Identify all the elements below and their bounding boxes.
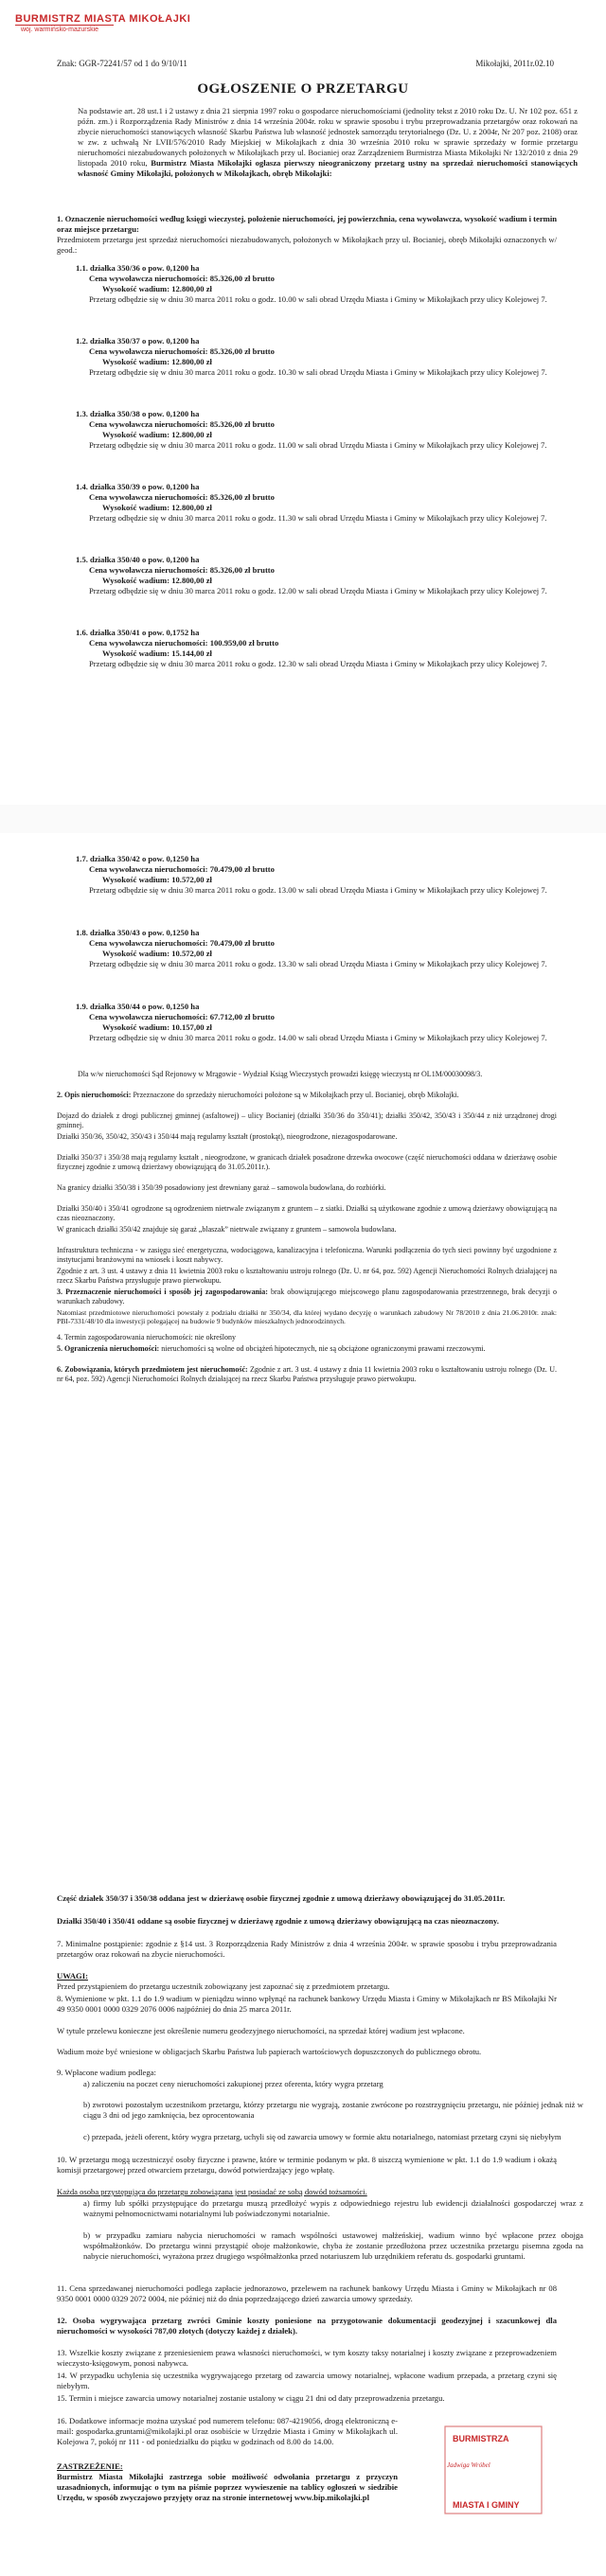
lease-note-1: Część działek 350/37 i 350/38 oddana jest w dzierżawę osobie fizycznej zgodnie z umową dzierżawy obowiązującej do 31.05.2011r.	[57, 1893, 506, 1903]
reservation: ZASTRZEŻENIE: Burmistrz Miasta Mikołajki zastrzega sobie możliwość odwołania przetargu z przyczyn uzasadnionych, informując o tym na piśmie poprzez wywieszenie na tablicy ogłoszeń w siedzibie Urzędu, w sposób zwyczajowo przyjęty oraz na stronie internetowej www.bip.mikolajki.pl	[57, 2461, 398, 2502]
lot-1-4: 1.4. działka 350/39 o pow. 0,1200 ha Cena wywoławcza nieruchomości: 85.326,00 zł brutto Wysokość wadium: 12.800,00 zł Przetarg odbędzie się w dniu 30 marca 2011 roku o godz. 11.30 w sali obrad Urzędu Miasta i Gminy w Mikołajkach przy ulicy Kolejowej 7.	[76, 482, 547, 523]
document-title: OGŁOSZENIE O PRZETARGU	[197, 81, 409, 97]
lot-1-2: 1.2. działka 350/37 o pow. 0,1200 ha Cena wywoławcza nieruchomości: 85.326,00 zł brutto Wysokość wadium: 12.800,00 zł Przetarg odbędzie się w dniu 30 marca 2011 roku o godz. 10.30 w sali obrad Urzędu Miasta i Gminy w Mikołajkach przy ulicy Kolejowej 7.	[76, 336, 547, 377]
section-15: 15. Termin i miejsce zawarcia umowy notarialnej zostanie ustalony w ciągu 21 dni od daty przeprowadzenia przetargu.	[57, 2393, 445, 2403]
section-2-blaszak: W granicach działki 350/42 znajduje się garaż „blaszak” nietrwale związany z gruntem – samowola budowlana.	[57, 1225, 397, 1234]
section-12: 12. Osoba wygrywająca przetarg zwróci Gminie koszty poniesione na przygotowanie dokumentacji geodezyjnej i szacunkowej dla nieruchomości w wysokości 787,00 złotych (dotyczy każdej z działek).	[57, 2316, 557, 2336]
lease-note-2: Działki 350/40 i 350/41 oddane są osobie fizycznej w dzierżawę zgodnie z umową dzierżawy obowiązującą na czas nieoznaczony.	[57, 1916, 499, 1926]
letterhead-subtitle: woj. warmińsko-mazurskie	[21, 27, 99, 33]
section-2-shape: Działki 350/36, 350/42, 350/43 i 350/44 mają regularny kształt (prostokąt), nieogrodzone, niezagospodarowane.	[57, 1132, 398, 1141]
section-10-b: b) w przypadku zamiaru nabycia nieruchomości w ramach wspólności ustawowej małżeńskiej, wadium winno być wpłacone przez obojga współmałżonków. Do przetargu winni przystąpić oboje małżonkowie, chyba że zostanie przedłożona przez uczestnika przetargu pisemna zgoda na nabycie nieruchomości, wyrażona przez drugiego współmałżonka przed notariuszem lub urzędnikiem referatu ds. gospodarki gruntami.	[83, 2230, 583, 2261]
section-1-heading: 1. Oznaczenie nieruchomości według księgi wieczystej, położenie nieruchomości, jej powierzchnia, cena wywoławcza, wysokość wadium i termin oraz miejsce przetargu:	[57, 214, 557, 234]
section-2-lease: Działki 350/37 i 350/38 mają regularny kształt , nieogrodzone, w granicach działek posadzone drzewka owocowe (część nieruchomości oddana w dzierżawę osobie fizycznej zgodnie z umową dzierżawy obowiązującą do 31.05.2011r.).	[57, 1153, 557, 1171]
section-10-id: Każda osoba przystępująca do przetargu zobowiązana jest posiadać ze sobą dowód tożsamości.	[57, 2187, 367, 2196]
stamp-title: BURMISTRZA	[453, 2434, 509, 2443]
section-3-decision: Natomiast przedmiotowe nieruchomości powstały z podziału działki nr 350/34, dla której wydano decyzję o warunkach zabudowy Nr 78/2010 z dnia 21.06.2010r. znak: PBI-7331/48/10 dla inwestycji polegającej na budowie 9 budynków mieszkalnych jednorodzinnych.	[57, 1308, 557, 1325]
section-8-securities: Wadium może być wniesione w obligacjach Skarbu Państwa lub papierach wartościowych dopuszczonych do publicznego obrotu.	[57, 2047, 482, 2056]
section-14: 14. W przypadku uchylenia się uczestnika wygrywającego przetarg od zawarcia umowy notarialnej, wpłacone wadium przepada, a przetarg czyni się niebyłym.	[57, 2371, 557, 2390]
lot-1-1: 1.1. działka 350/36 o pow. 0,1200 ha Cena wywoławcza nieruchomości: 85.326,00 zł brutto Wysokość wadium: 12.800,00 zł Przetarg odbędzie się w dniu 30 marca 2011 roku o godz. 10.00 w sali obrad Urzędu Miasta i Gminy w Mikołajkach przy ulicy Kolejowej 7.	[76, 263, 547, 304]
section-8: 8. Wymienione w pkt. 1.1 do 1.9 wadium w pieniądzu winno wpłynąć na rachunek bankowy Urzędu Miasta i Gminy w Mikołajkach nr BS Mikołajki Nr 49 9350 0001 0000 0329 2076 0006 najpóźniej do dnia 25 marca 2011r.	[57, 1994, 557, 2014]
lot-1-3: 1.3. działka 350/38 o pow. 0,1200 ha Cena wywoławcza nieruchomości: 85.326,00 zł brutto Wysokość wadium: 12.800,00 zł Przetarg odbędzie się w dniu 30 marca 2011 roku o godz. 11.00 w sali obrad Urzędu Miasta i Gminy w Mikołajkach przy ulicy Kolejowej 7.	[76, 409, 547, 450]
stamp-signature: Jadwiga Wróbel	[447, 2461, 490, 2469]
section-7: 7. Minimalne postąpienie: zgodnie z §14 ust. 3 Rozporządzenia Rady Ministrów z dnia 4 września 2004r. w sprawie sposobu i trybu przeprowadzania przetargów oraz rokowań na zbycie nieruchomości.	[57, 1939, 557, 1959]
page-1	[0, 0, 606, 805]
lot-1-6: 1.6. działka 350/41 o pow. 0,1752 ha Cena wywoławcza nieruchomości: 100.959,00 zł brutto Wysokość wadium: 15.144,00 zł Przetarg odbędzie się w dniu 30 marca 2011 roku o godz. 12.30 w sali obrad Urzędu Miasta i Gminy w Mikołajkach przy ulicy Kolejowej 7.	[76, 628, 547, 668]
section-2-garage: Na granicy działki 350/38 i 350/39 posadowiony jest drewniany garaż – samowola budowlana, do rozbiórki.	[57, 1183, 386, 1192]
section-1-text: Przedmiotem przetargu jest sprzedaż nieruchomości niezabudowanych, położonych w Mikołajkach przy ul. Bocianiej, obręb Mikołajki oznaczonych w/ geod.:	[57, 235, 557, 255]
lot-1-5: 1.5. działka 350/40 o pow. 0,1200 ha Cena wywoławcza nieruchomości: 85.326,00 zł brutto Wysokość wadium: 12.800,00 zł Przetarg odbędzie się w dniu 30 marca 2011 roku o godz. 12.00 w sali obrad Urzędu Miasta i Gminy w Mikołajkach przy ulicy Kolejowej 7.	[76, 555, 547, 595]
section-11: 11. Cena sprzedawanej nieruchomości podlega zapłacie jednorazowo, przelewem na rachunek bankowy Urzędu Miasta i Gminy w Mikołajkach nr 08 9350 0001 0000 0329 2072 0004, nie później niż do dnia poprzedzającego dzień zawarcia umowy sprzedaży.	[57, 2283, 557, 2303]
section-9-a: a) zaliczeniu na poczet ceny nieruchomości zakupionej przez oferenta, który wygra przetarg	[83, 2079, 383, 2088]
section-3: 3. Przeznaczenie nieruchomości i sposób jej zagospodarowania: brak obowiązującego miejscowego planu zagospodarowania przestrzennego, brak decyzji o warunkach zabudowy.	[57, 1288, 558, 1306]
letterhead-title: BURMISTRZ MIASTA MIKOŁAJKI	[15, 13, 191, 25]
reference-number: Znak: GGR-72241/57 od 1 do 9/10/11	[57, 59, 187, 68]
section-2: 2. Opis nieruchomości: Przeznaczone do sprzedaży nieruchomości położone są w Mikołajkach przy ul. Bocianiej, obręb Mikołajki.	[57, 1091, 459, 1099]
section-9-c: c) przepada, jeżeli oferent, który wygra przetarg, uchyli się od zawarcia umowy w formie aktu notarialnego, natomiast przetarg czyni się niebyłym	[83, 2132, 561, 2141]
section-2-pre-emption: Zgodnie z art. 3 ust. 4 ustawy z dnia 11 kwietnia 2003 roku o kształtowaniu ustroju rolnego (Dz. U. nr 64, poz. 592) Agencji Nieruchomości Rolnych działającej na rzecz Skarbu Państwa przysługuje prawo pierwokupu.	[57, 1267, 557, 1285]
section-13: 13. Wszelkie koszty związane z przeniesieniem prawa własności nieruchomości, w tym koszty taksy notarialnej i koszty związane z przeprowadzeniem wieczysto-księgowym, ponosi nabywca.	[57, 2348, 557, 2368]
remarks: UWAGI: Przed przystąpieniem do przetargu uczestnik zobowiązany jest zapoznać się z przedmiotem przetargu.	[57, 1971, 390, 1991]
section-4: 4. Termin zagospodarowania nieruchomości: nie określony	[57, 1333, 237, 1341]
section-5: 5. Ograniczenia nieruchomości: nieruchomości są wolne od obciążeń hipotecznych, nie są obciążone ograniczonymi prawami rzeczowymi.	[57, 1344, 486, 1353]
letterhead-rule	[15, 25, 114, 26]
lot-1-9: 1.9. działka 350/44 o pow. 0,1250 ha Cena wywoławcza nieruchomości: 67.712,00 zł brutto Wysokość wadium: 10.157,00 zł Przetarg odbędzie się w dniu 30 marca 2011 roku o godz. 14.00 w sali obrad Urzędu Miasta i Gminy w Mikołajkach przy ulicy Kolejowej 7.	[76, 1002, 547, 1042]
stamp-suffix: MIASTA I GMINY	[453, 2500, 520, 2510]
page-gap	[0, 805, 606, 833]
lot-1-7: 1.7. działka 350/42 o pow. 0,1250 ha Cena wywoławcza nieruchomości: 70.479,00 zł brutto Wysokość wadium: 10.572,00 zł Przetarg odbędzie się w dniu 30 marca 2011 roku o godz. 13.00 w sali obrad Urzędu Miasta i Gminy w Mikołajkach przy ulicy Kolejowej 7.	[76, 854, 547, 895]
intro-paragraph: Na podstawie art. 28 ust.1 i 2 ustawy z dnia 21 sierpnia 1997 roku o gospodarce nieruchomościami (jednolity tekst z 2010 roku Dz. U. Nr 102 poz. 651 z późn. zm.) i Rozporządzenia Rady Ministrów z dnia 14 września 2004r. roku w sprawie sposobu i trybu przeprowadzania przetargów oraz rokowań na zbycie nieruchomości stanowiących własność Skarbu Państwa lub własność jednostek samorządu terytorialnego (Dz. U. z 2004r, Nr 207 poz. 2108) oraz w zw. z uchwałą Nr LVII/576/2010 Rady Miejskiej w Mikołajkach z dnia 30 września 2010 roku w sprawie sprzedaży w formie przetargu nieruchomości niezabudowanych położonych w Mikołajkach przy ul. Bocianiej oraz Zarządzeniem Burmistrza Miasta Mikołajki Nr 132/2010 z dnia 29 listopada 2010 roku, Burmistrz Miasta Mikołajki ogłasza pierwszy nieograniczony przetarg ustny na sprzedaż nieruchomości stanowiących własność Gminy Mikołajki, położonych w Mikołajkach, obręb Mikołajki:	[78, 106, 578, 178]
section-6: 6. Zobowiązania, których przedmiotem jest nieruchomość: Zgodnie z art. 3 ust. 4 ustawy z dnia 11 kwietnia 2003 roku o kształtowaniu ustroju rolnego (Dz. U. nr 64, poz. 592) Agencji Nieruchomości Rolnych działającej na rzecz Skarbu Państwa przysługuje prawo pierwokupu.	[57, 1365, 558, 1383]
lot-1-8: 1.8. działka 350/43 o pow. 0,1250 ha Cena wywoławcza nieruchomości: 70.479,00 zł brutto Wysokość wadium: 10.572,00 zł Przetarg odbędzie się w dniu 30 marca 2011 roku o godz. 13.30 w sali obrad Urzędu Miasta i Gminy w Mikołajkach przy ulicy Kolejowej 7.	[76, 928, 547, 968]
place-date: Mikołajki, 2011r.02.10	[475, 59, 554, 68]
section-9-b: b) zwrotowi pozostałym uczestnikom przetargu, którzy przetargu nie wygrają, zostanie zwrócone po rozstrzygnięciu przetargu, nie później jednak niż w ciągu 3 dni od jego zamknięcia, bez oprocentowania	[83, 2100, 583, 2120]
section-9: 9. Wpłacone wadium podlega:	[57, 2068, 156, 2077]
land-register: Dla w/w nieruchomości Sąd Rejonowy w Mrągowie - Wydział Ksiąg Wieczystych prowadzi księgę wieczystą nr OL1M/00030098/3.	[78, 1070, 483, 1078]
section-10: 10. W przetargu mogą uczestniczyć osoby fizyczne i prawne, które w terminie podanym w pkt. 8 uiszczą wymienione w pkt. 1.1 do 1.9 wadium i okażą komisji przetargowej przed otwarciem przetargu, dowód potwierdzający jego wpłatę.	[57, 2155, 557, 2175]
section-10-a: a) firmy lub spółki przystępujące do przetargu muszą przedłożyć wypis z odpowiedniego rejestru lub ewidencji działalności gospodarczej wraz z ważnymi pełnomocnictwami notarialnymi lub poświadczonymi notarialnie.	[83, 2198, 583, 2218]
section-16: 16. Dodatkowe informacje można uzyskać pod numerem telefonu: 087-4219056, drogą elektroniczną e-mail: gospodarka.gruntami@mikolajki.pl oraz osobiście w Urzędzie Miasta i Gminy w Mikołajkach ul. Kolejowa 7, pokój nr 111 - od poniedziałku do piątku w godzinach od 8.00 do 14.00.	[57, 2416, 398, 2446]
section-8-title: W tytule przelewu konieczne jest określenie numeru geodezyjnego nieruchomości, na sprzedaż której wadium jest wpłacone.	[57, 2026, 465, 2035]
section-2-infrastructure: Infrastruktura techniczna - w zasięgu sieć energetyczna, wodociągowa, kanalizacyjna i telefoniczna. Warunki podłączenia do tych sieci powinny być uzgodnione z instytucjami branżowymi na wniosek i koszt nabywcy.	[57, 1246, 557, 1264]
section-2-access: Dojazd do działek z drogi publicznej gminnej (asfaltowej) – ulicy Bocianiej (działki 350/36 do 350/41); działki 350/42, 350/43 i 350/44 z niż urządzonej drogi gminnej.	[57, 1111, 557, 1129]
section-2-fence: Działki 350/40 i 350/41 ogrodzone są ogrodzeniem nietrwale związanym z gruntem – z siatki. Działki są użytkowane zgodnie z umową dzierżawy obowiązującą na czas nieoznaczony.	[57, 1204, 557, 1222]
